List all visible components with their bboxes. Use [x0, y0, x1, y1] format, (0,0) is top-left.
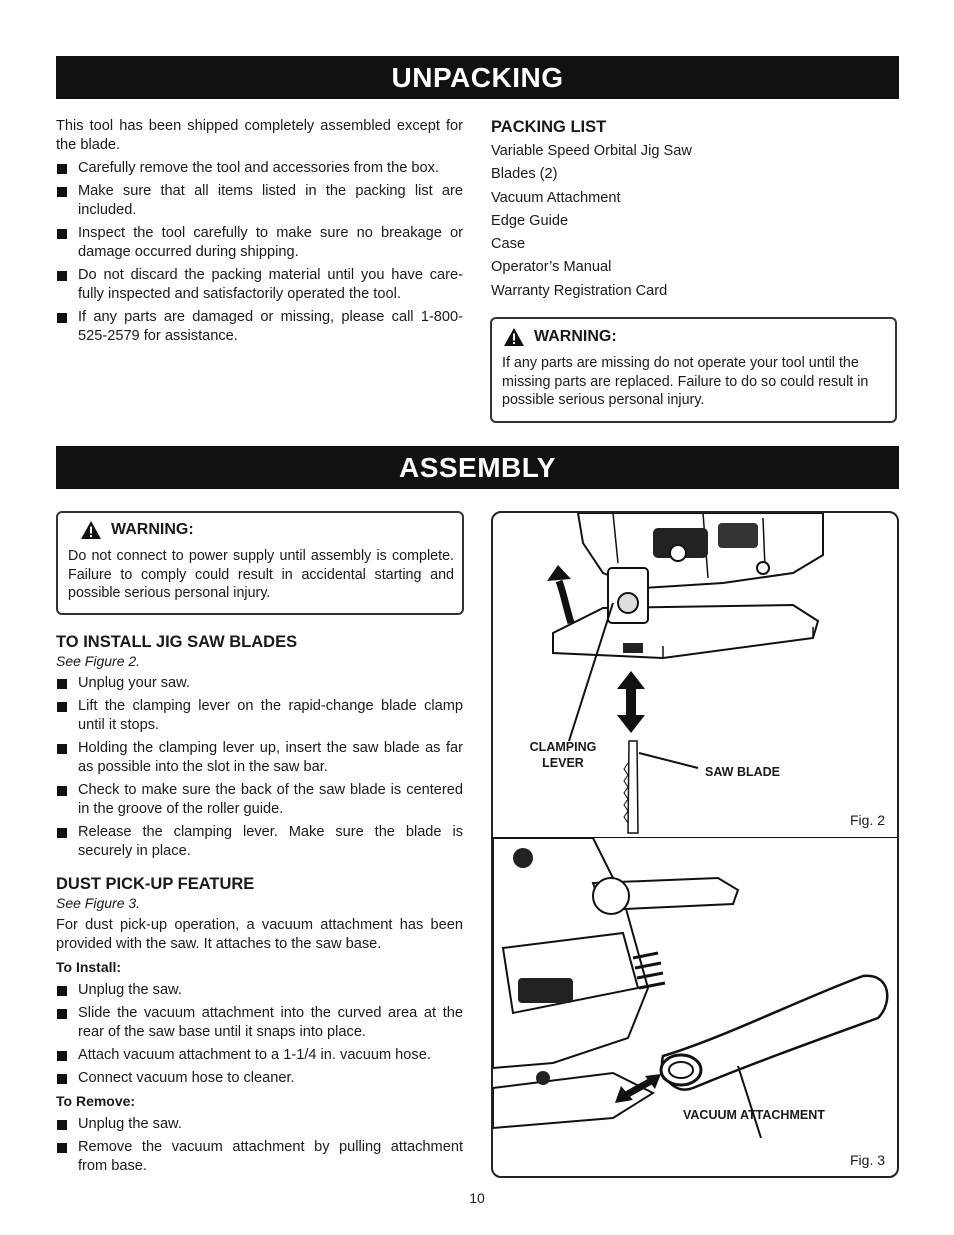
fig3-caption: Fig. 3: [850, 1152, 886, 1168]
list-item: Blades (2): [491, 166, 558, 183]
list-item: Lift the clamping lever on the rapid-change blade clamp until it stops.: [56, 697, 463, 735]
fig2-jigsaw-illustration: [493, 513, 897, 838]
assembly-banner: ASSEMBLY: [56, 446, 899, 489]
see-figure-2: See Figure 2.: [56, 653, 141, 669]
install-blades-heading: TO INSTALL JIG SAW BLADES: [56, 633, 298, 651]
list-item: Warranty Registration Card: [491, 282, 668, 299]
clamping-lever-label: [525, 739, 601, 771]
figure-box: [491, 511, 899, 1178]
list-item: Check to make sure the back of the saw blade is centered in the groove of the roller guide.: [56, 781, 463, 819]
install-blades-section: [56, 632, 463, 861]
list-item: Make sure that all items listed in the packing list are included.: [56, 182, 463, 220]
list-item: Release the clamping lever. Make sure the blade is securely in place.: [56, 823, 463, 861]
list-item: Unplug the saw.: [56, 981, 463, 1000]
list-item: Unplug your saw.: [56, 674, 463, 693]
fig2-caption: Fig. 2: [850, 812, 886, 828]
install-blades-list: [56, 674, 463, 861]
packing-list: [491, 140, 895, 303]
unpacking-warning-box: [490, 317, 897, 423]
install-vacuum-list: [56, 981, 463, 1088]
list-item: Unplug the saw.: [56, 1115, 463, 1134]
clamping-lever-label-line1: CLAMPING: [529, 740, 597, 754]
list-item: Holding the clamping lever up, insert the saw blade as far as possible into the slot in the saw bar.: [56, 739, 463, 777]
list-item: Operator’s Manual: [491, 259, 612, 276]
assembly-warning-box: [56, 511, 464, 615]
list-item: If any parts are damaged or missing, please call 1-800-525-2579 for assistance.: [56, 308, 463, 346]
unpacking-bullet-list: [56, 159, 463, 346]
list-item: Carefully remove the tool and accessories from the box.: [56, 159, 463, 178]
unpacking-banner: UNPACKING: [56, 56, 899, 99]
unpacking-left-column: [56, 117, 463, 346]
saw-blade-label: SAW BLADE: [705, 765, 780, 779]
list-item: Slide the vacuum attachment into the curved area at the rear of the saw base until it snaps into place.: [56, 1004, 463, 1042]
warning-heading: WARNING:: [534, 328, 617, 345]
to-install-label: To Install:: [56, 959, 122, 975]
vacuum-attachment-label: VACUUM ATTACHMENT: [683, 1108, 825, 1122]
warning-text: If any parts are missing do not operate your tool until the missing parts are replaced. Failure to do so could result in possible serious personal injury.: [502, 355, 869, 408]
packing-list-section: [491, 117, 895, 303]
list-item: Variable Speed Orbital Jig Saw: [491, 143, 692, 159]
warning-triangle-icon: [80, 520, 102, 540]
list-item: Attach vacuum attachment to a 1-1/4 in. vacuum hose.: [56, 1046, 463, 1065]
warning-header: [503, 327, 895, 347]
clamping-lever-label-line2: LEVER: [542, 756, 584, 770]
warning-heading: WARNING:: [111, 521, 194, 538]
list-item: Inspect the tool carefully to make sure no breakage or damage occurred during shipping.: [56, 224, 463, 262]
list-item: Do not discard the packing material until you have care-fully inspected and satisfactorily operated the tool.: [56, 266, 463, 304]
warning-header: [80, 520, 462, 540]
list-item: Vacuum Attachment: [491, 189, 621, 206]
see-figure-3: See Figure 3.: [56, 895, 141, 911]
packing-list-heading: PACKING LIST: [491, 118, 607, 136]
to-remove-label: To Remove:: [56, 1093, 136, 1109]
page-number: 10: [469, 1190, 485, 1206]
dust-pickup-heading: DUST PICK-UP FEATURE: [56, 875, 255, 893]
remove-vacuum-list: [56, 1115, 463, 1176]
warning-triangle-icon: [503, 327, 525, 347]
list-item: Remove the vacuum attachment by pulling attachment from base.: [56, 1138, 463, 1176]
list-item: Case: [491, 236, 526, 253]
list-item: Edge Guide: [491, 212, 569, 229]
list-item: Connect vacuum hose to cleaner.: [56, 1069, 463, 1088]
warning-text: Do not connect to power supply until assembly is complete. Failure to comply could result in accidental starting and possible serious personal injury.: [68, 548, 454, 601]
unpacking-intro: This tool has been shipped completely assembled except for the blade.: [56, 118, 463, 153]
dust-pickup-section: [56, 874, 463, 1176]
dust-intro: For dust pick-up operation, a vacuum attachment has been provided with the saw. It attaches to the saw base.: [56, 917, 463, 952]
